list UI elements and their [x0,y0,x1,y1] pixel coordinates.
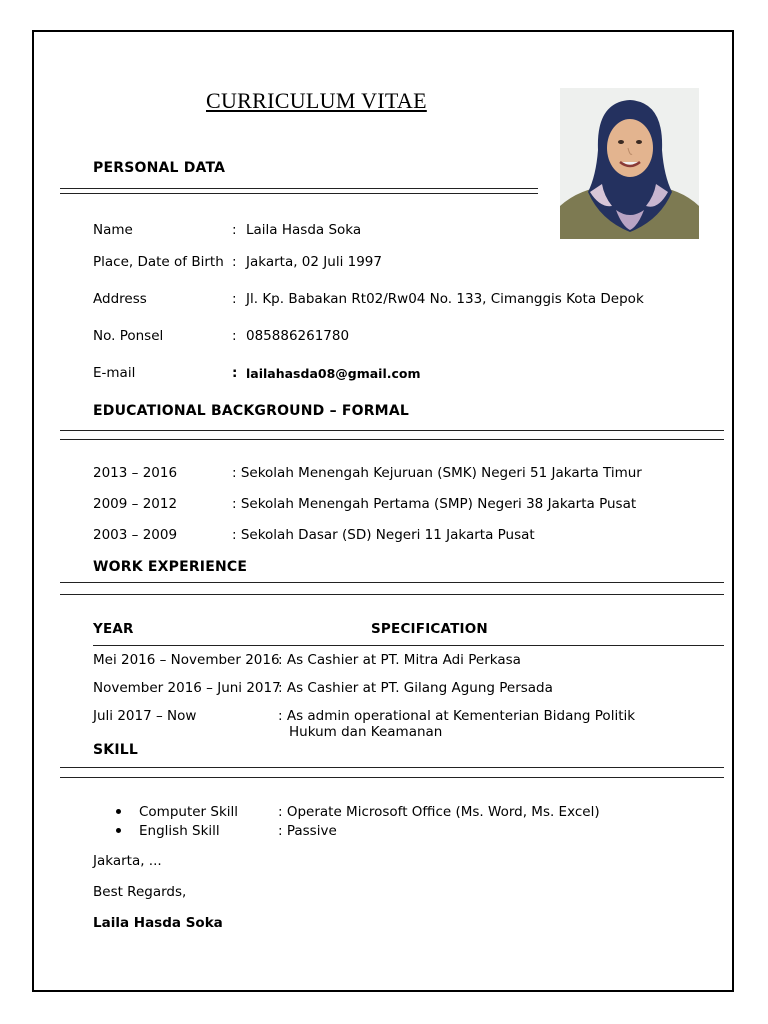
work-rule-top [60,582,724,583]
skill-heading: SKILL [93,742,138,758]
skill-rule-top [60,767,724,768]
work-spec: : As admin operational at Kementerian Bidang Politik [278,708,636,724]
skill-value: : Passive [278,823,337,839]
education-years: 2013 – 2016 [93,465,178,481]
profile-photo [560,88,699,239]
education-rule-top [60,430,724,431]
closing-place: Jakarta, ... [93,853,162,869]
field-colon: : [232,291,237,307]
field-colon: : [232,254,237,270]
skill-value: : Operate Microsoft Office (Ms. Word, Ms. Excel) [278,804,600,820]
field-label-address: Address [93,291,147,307]
field-value-phone: 085886261780 [246,328,350,344]
work-rule-bottom [60,594,724,595]
work-spec: : As Cashier at PT. Gilang Agung Persada [278,680,553,696]
work-period: Mei 2016 – November 2016 [93,652,280,668]
field-value-birth: Jakarta, 02 Juli 1997 [246,254,382,270]
closing-signature: Laila Hasda Soka [93,915,223,931]
closing-regards: Best Regards, [93,884,187,900]
field-colon: : [232,365,238,381]
field-label-birth: Place, Date of Birth [93,254,224,270]
skill-rule-bottom [60,777,724,778]
field-label-email: E-mail [93,365,136,381]
field-value-address: Jl. Kp. Babakan Rt02/Rw04 No. 133, Cimanggis Kota Depok [246,291,644,307]
work-col-spec: SPECIFICATION [371,621,488,637]
field-value-name: Laila Hasda Soka [246,222,362,238]
field-value-email: lailahasda08@gmail.com [246,366,421,381]
field-colon: : [232,328,237,344]
work-spec: : As Cashier at PT. Mitra Adi Perkasa [278,652,521,668]
field-label-name: Name [93,222,133,238]
work-period: Juli 2017 – Now [93,708,197,724]
field-colon: : [232,222,237,238]
education-school: : Sekolah Menengah Kejuruan (SMK) Negeri 51 Jakarta Timur [232,465,642,481]
personal-rule-bottom [60,193,538,194]
work-table-rule [93,645,724,646]
work-period: November 2016 – Juni 2017 [93,680,281,696]
skill-name: English Skill [139,823,220,839]
education-years: 2003 – 2009 [93,527,178,543]
work-col-year: YEAR [93,621,134,637]
education-school: : Sekolah Menengah Pertama (SMP) Negeri 38 Jakarta Pusat [232,496,637,512]
skill-name: Computer Skill [139,804,239,820]
bullet-icon [116,809,121,814]
work-heading: WORK EXPERIENCE [93,559,248,575]
education-years: 2009 – 2012 [93,496,178,512]
field-label-phone: No. Ponsel [93,328,164,344]
personal-rule-top [60,188,538,189]
education-rule-bottom [60,439,724,440]
page-title: CURRICULUM VITAE [206,88,427,113]
work-spec-continued: Hukum dan Keamanan [289,724,443,740]
personal-data-heading: PERSONAL DATA [93,160,226,176]
bullet-icon [116,828,121,833]
education-heading: EDUCATIONAL BACKGROUND – FORMAL [93,403,409,419]
education-school: : Sekolah Dasar (SD) Negeri 11 Jakarta Pusat [232,527,535,543]
